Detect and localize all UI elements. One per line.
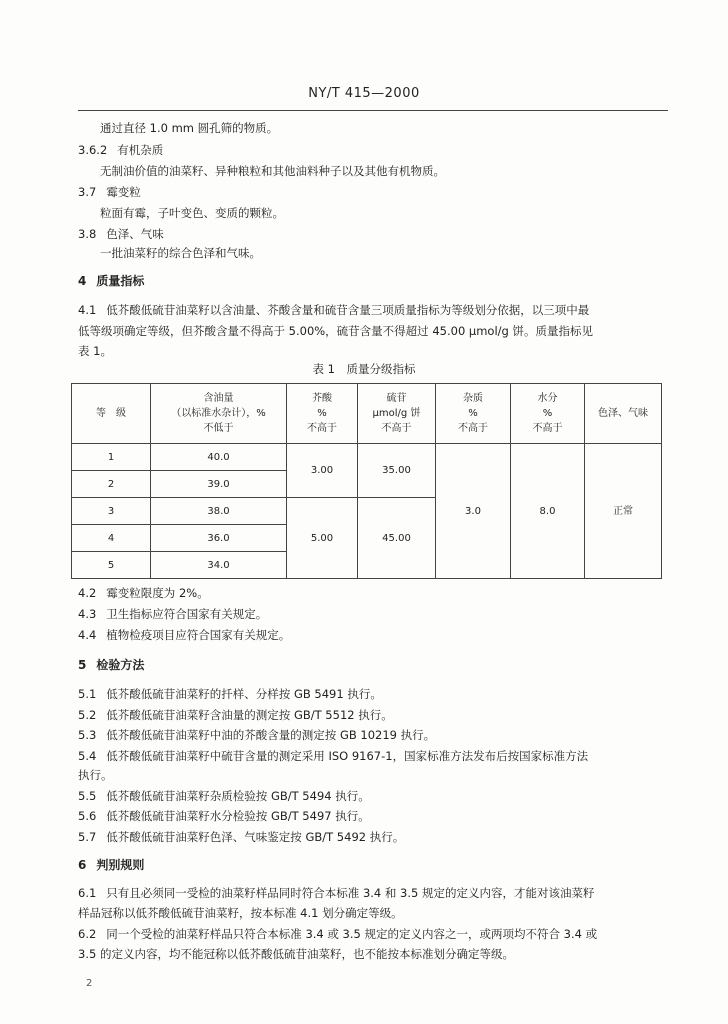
header-moisture [511,384,585,444]
cell-erucic-a: 3.00 [287,444,358,498]
clause-text: 同一个受检的油菜籽样品只符合本标准 3.4 或 3.5 规定的定义内容之一，或两项均不符合 3.4 或 [106,927,598,941]
cell-color-odor: 正常 [585,444,662,579]
clause-number: 3.8 [78,227,97,241]
clause-5-5 [78,788,370,804]
section-title: 判别规则 [96,858,145,872]
cell-moisture: 8.0 [511,444,585,579]
clause-4-3 [78,606,267,622]
section-6-heading [78,857,144,873]
standard-code-header: NY/T 415—2000 [308,86,420,101]
section-5-heading [78,657,144,673]
clause-number: 4.4 [78,628,97,642]
section-title: 检验方法 [96,658,145,672]
cell-grade: 2 [72,471,151,498]
clause-5-6 [78,808,370,824]
clause-number: 5.5 [78,789,97,803]
header-line: 不高于 [307,423,337,434]
header-oil-content [151,384,287,444]
header-line: 不高于 [458,423,488,434]
clause-title: 有机杂质 [117,143,164,157]
clause-number: 5.4 [78,749,97,763]
header-line: 芥酸 [312,393,332,404]
header-impurity [436,384,511,444]
header-glucosinolate [358,384,436,444]
page-number: 2 [86,978,93,989]
clause-4-4 [78,627,290,643]
header-line: 含油量 [203,393,234,404]
clause-text: 低芥酸低硫苷油菜籽中硫苷含量的测定采用 ISO 9167-1，国家标准方法发布后按国家标准方法 [106,749,589,763]
clause-number: 5.2 [78,708,97,722]
header-line: 硫苷 [386,393,407,404]
clause-number: 5.3 [78,728,97,742]
clause-text: 植物检疫项目应符合国家有关规定。 [106,628,291,642]
cell-grade: 3 [72,498,151,525]
text-line: 3.5 的定义内容，均不能冠称以低芥酸低硫苷油菜籽，也不能按本标准划分确定等级。 [78,947,514,961]
section-number: 5 [78,658,87,672]
cell-oil: 34.0 [151,552,287,579]
clause-number: 5.6 [78,809,97,823]
cell-grade: 1 [72,444,151,471]
text-line: 样品冠称以低芥酸低硫苷油菜籽，按本标准 4.1 划分确定等级。 [78,906,403,920]
cell-oil: 38.0 [151,498,287,525]
clause-text: 卫生指标应符合国家有关规定。 [106,607,268,621]
text-line: 表 1。 [78,344,112,358]
quality-grade-table [71,383,662,579]
header-grade: 等 级 [72,384,151,444]
clause-5-2 [78,707,393,723]
cell-grade: 4 [72,525,151,552]
clause-title: 色泽、气味 [106,227,164,241]
cell-oil: 40.0 [151,444,287,471]
clause-text: 低芥酸低硫苷油菜籽杂质检验按 GB/T 5494 执行。 [106,789,370,803]
table-header-row [72,384,662,444]
clause-number: 3.6.2 [78,143,108,157]
section-number: 4 [78,274,87,288]
clause-number: 6.2 [78,927,97,941]
clause-3-6-2 [78,142,163,158]
header-line: μmol/g 饼 [372,408,421,419]
header-line: % [542,408,553,419]
text-line: 低等级项确定等级，但芥酸含量不得高于 5.00%，硫苷含量不得超过 45.00 μmol/g 饼。质量指标见 [78,324,593,338]
clause-number: 3.7 [78,185,97,199]
table-row [72,444,662,471]
clause-5-1 [78,686,382,702]
table-title: 表 1 质量分级指标 [312,362,416,376]
cell-oil: 39.0 [151,471,287,498]
clause-5-7 [78,829,404,845]
header-line: 不低于 [203,423,234,434]
header-line: % [468,408,478,419]
clause-5-4 [78,748,588,764]
section-4-heading [78,273,144,289]
clause-5-3 [78,727,435,743]
text-line: 执行。 [78,768,113,782]
cell-oil: 36.0 [151,525,287,552]
header-line: 不高于 [532,423,563,434]
clause-3-8 [78,226,164,242]
clause-text: 低芥酸低硫苷油菜籽水分检验按 GB/T 5497 执行。 [106,809,370,823]
clause-6-1 [78,885,595,901]
header-line: （以标准水杂计），% [171,408,266,419]
clause-number: 4.2 [78,586,97,600]
header-line: % [317,408,327,419]
text-line: 无制油价值的油菜籽、异种粮粒和其他油料种子以及其他有机物质。 [100,164,445,178]
header-line: 水分 [537,393,558,404]
clause-number: 5.1 [78,687,97,701]
section-number: 6 [78,858,87,872]
clause-title: 霉变粒 [106,185,141,199]
clause-text: 低芥酸低硫苷油菜籽以含油量、芥酸含量和硫苷含量三项质量指标为等级划分依据，以三项中最 [106,303,590,317]
clause-text: 低芥酸低硫苷油菜籽含油量的测定按 GB/T 5512 执行。 [106,708,393,722]
cell-erucic-b: 5.00 [287,498,358,579]
clause-number: 5.7 [78,830,97,844]
header-rule [78,110,668,111]
clause-4-2 [78,585,209,601]
text-line: 一批油菜籽的综合色泽和气味。 [100,246,261,260]
clause-text: 低芥酸低硫苷油菜籽色泽、气味鉴定按 GB/T 5492 执行。 [106,830,405,844]
cell-grade: 5 [72,552,151,579]
clause-number: 4.1 [78,303,97,317]
header-line: 杂质 [463,393,483,404]
clause-number: 4.3 [78,607,97,621]
header-line: 不高于 [381,423,412,434]
text-line: 粒面有霉，子叶变色、变质的颗粒。 [100,206,284,220]
clause-text: 霉变粒限度为 2%。 [106,586,209,600]
clause-4-1 [78,302,589,318]
clause-text: 低芥酸低硫苷油菜籽的扦样、分样按 GB 5491 执行。 [106,687,382,701]
text-line: 通过直径 1.0 mm 圆孔筛的物质。 [100,121,279,135]
cell-impurity: 3.0 [436,444,511,579]
header-color-odor: 色泽、气味 [585,384,662,444]
clause-number: 6.1 [78,886,97,900]
cell-glucosinolate-a: 35.00 [358,444,436,498]
section-title: 质量指标 [96,274,145,288]
cell-glucosinolate-b: 45.00 [358,498,436,579]
clause-3-7 [78,184,141,200]
clause-text: 只有且必须同一受检的油菜籽样品同时符合本标准 3.4 和 3.5 规定的定义内容，才能对该油菜籽 [106,886,595,900]
clause-text: 低芥酸低硫苷油菜籽中油的芥酸含量的测定按 GB 10219 执行。 [106,728,436,742]
header-erucic-acid [287,384,358,444]
clause-6-2 [78,926,597,942]
